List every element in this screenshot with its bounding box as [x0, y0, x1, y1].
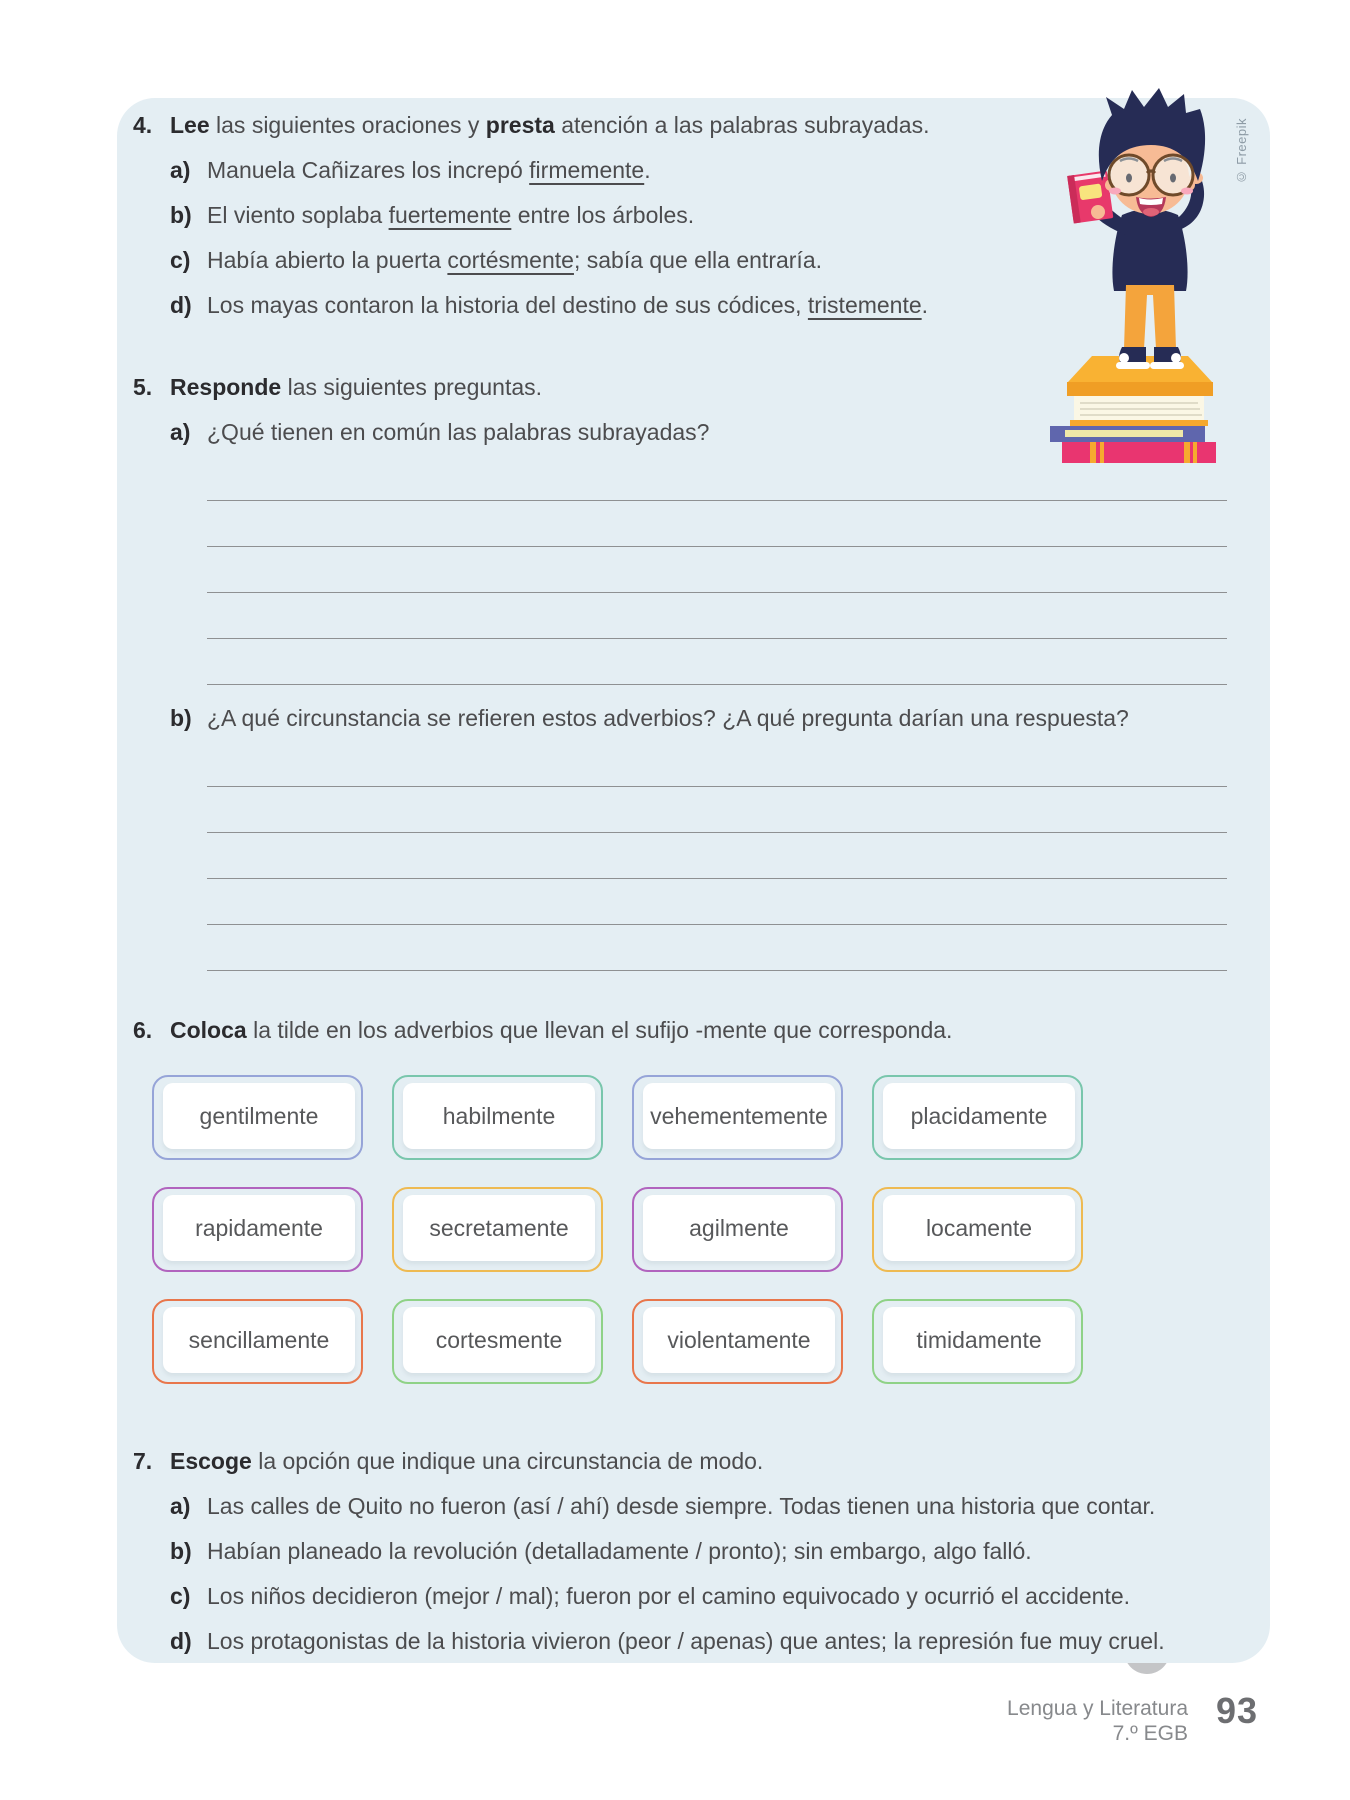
word-box[interactable] [632, 1187, 843, 1272]
word-box[interactable] [872, 1299, 1083, 1384]
option-text: Habían planeado la revolución (detalladamente / pronto); sin embargo, algo falló. [207, 1538, 1032, 1564]
item-label: b) [170, 705, 192, 731]
underlined-adverb: cortésmente [447, 247, 574, 273]
exercise-number: 5. [133, 374, 153, 400]
sentence-text: Los mayas contaron la historia del destino de sus códices, tristemente. [207, 292, 929, 318]
word-box[interactable] [872, 1075, 1083, 1160]
question-text: ¿A qué circunstancia se refieren estos adverbios? ¿A qué pregunta darían una respuesta? [207, 705, 1129, 731]
item-label: a) [170, 157, 191, 183]
exercise-7 [133, 1448, 1237, 1654]
sentence-text: El viento soplaba fuertemente entre los árboles. [207, 202, 695, 228]
question-item [170, 705, 1237, 731]
adverb-word: violentamente [643, 1307, 835, 1373]
adverb-word: secretamente [403, 1195, 595, 1261]
underlined-adverb: tristemente [807, 292, 922, 318]
item-label: b) [170, 1538, 192, 1564]
option-text: Los niños decidieron (mejor / mal); fueron por el camino equivocado y ocurrió el accidente. [207, 1583, 1131, 1609]
item-label: b) [170, 202, 192, 228]
answer-line[interactable] [207, 833, 1227, 879]
word-box[interactable] [392, 1187, 603, 1272]
answer-lines-a [207, 455, 1227, 685]
underlined-adverb: firmemente [529, 157, 645, 183]
answer-line[interactable] [207, 925, 1227, 971]
exercise-number: 4. [133, 112, 153, 138]
answer-line[interactable] [207, 741, 1227, 787]
word-box[interactable] [152, 1187, 363, 1272]
footer-subject: Lengua y Literatura [1007, 1697, 1188, 1720]
answer-lines-b [207, 741, 1227, 971]
boy-graphic [1067, 88, 1205, 369]
adverb-word: habilmente [403, 1083, 595, 1149]
option-text: Los protagonistas de la historia vivieron (peor / apenas) que antes; la represión fue muy cruel. [207, 1628, 1165, 1654]
exercise-6-heading [133, 1017, 1237, 1043]
exercise-instruction: Coloca la tilde en los adverbios que llevan el sufijo -mente que corresponda. [170, 1017, 953, 1043]
option-item [170, 1583, 1237, 1609]
exercise-instruction: Lee las siguientes oraciones y presta atención a las palabras subrayadas. [170, 112, 930, 138]
adverb-word: cortesmente [403, 1307, 595, 1373]
exercise-number: 6. [133, 1017, 153, 1043]
adverb-word: rapidamente [163, 1195, 355, 1261]
answer-line[interactable] [207, 639, 1227, 685]
exercise-7-heading [133, 1448, 1237, 1474]
item-label: d) [170, 1628, 192, 1654]
boy-on-books-illustration [1040, 85, 1225, 465]
adverb-word-grid [152, 1075, 1083, 1384]
word-box[interactable] [632, 1299, 843, 1384]
adverb-word: sencillamente [163, 1307, 355, 1373]
item-label: c) [170, 1583, 191, 1609]
adverb-word: placidamente [883, 1083, 1075, 1149]
word-box[interactable] [632, 1075, 843, 1160]
option-item [170, 1628, 1237, 1654]
item-label: d) [170, 292, 192, 318]
underlined-adverb: fuertemente [388, 202, 512, 228]
word-box[interactable] [152, 1075, 363, 1160]
image-credit: © Freepik [1234, 118, 1249, 185]
footer-book-title [1007, 1696, 1188, 1746]
adverb-word: vehementemente [643, 1083, 835, 1149]
footer-grade: 7.º EGB [1112, 1722, 1188, 1745]
word-box[interactable] [392, 1075, 603, 1160]
word-box[interactable] [152, 1299, 363, 1384]
exercise-6 [133, 1017, 1237, 1384]
option-item [170, 1493, 1237, 1519]
option-text: Las calles de Quito no fueron (así / ahí) desde siempre. Todas tienen una historia que contar. [207, 1493, 1156, 1519]
exercise-number: 7. [133, 1448, 153, 1474]
answer-line[interactable] [207, 879, 1227, 925]
word-box[interactable] [392, 1299, 603, 1384]
adverb-word: agilmente [643, 1195, 835, 1261]
pink-book-graphic [1067, 170, 1113, 223]
exercise-instruction: Responde las siguientes preguntas. [170, 374, 543, 400]
answer-line[interactable] [207, 501, 1227, 547]
option-item [170, 1538, 1237, 1564]
item-label: c) [170, 247, 191, 273]
item-label: a) [170, 419, 191, 445]
page-number: 93 [1216, 1690, 1259, 1731]
sentence-text: Había abierto la puerta cortésmente; sabía que ella entraría. [207, 247, 823, 273]
item-label: a) [170, 1493, 191, 1519]
answer-line[interactable] [207, 593, 1227, 639]
sentence-text: Manuela Cañizares los increpó firmemente. [207, 157, 651, 183]
answer-line[interactable] [207, 547, 1227, 593]
book-stack-graphic [1050, 356, 1216, 463]
adverb-word: locamente [883, 1195, 1075, 1261]
adverb-word: timidamente [883, 1307, 1075, 1373]
adverb-word: gentilmente [163, 1083, 355, 1149]
answer-line[interactable] [207, 787, 1227, 833]
word-box[interactable] [872, 1187, 1083, 1272]
exercise-instruction: Escoge la opción que indique una circunstancia de modo. [170, 1448, 764, 1474]
question-text: ¿Qué tienen en común las palabras subrayadas? [207, 419, 710, 445]
